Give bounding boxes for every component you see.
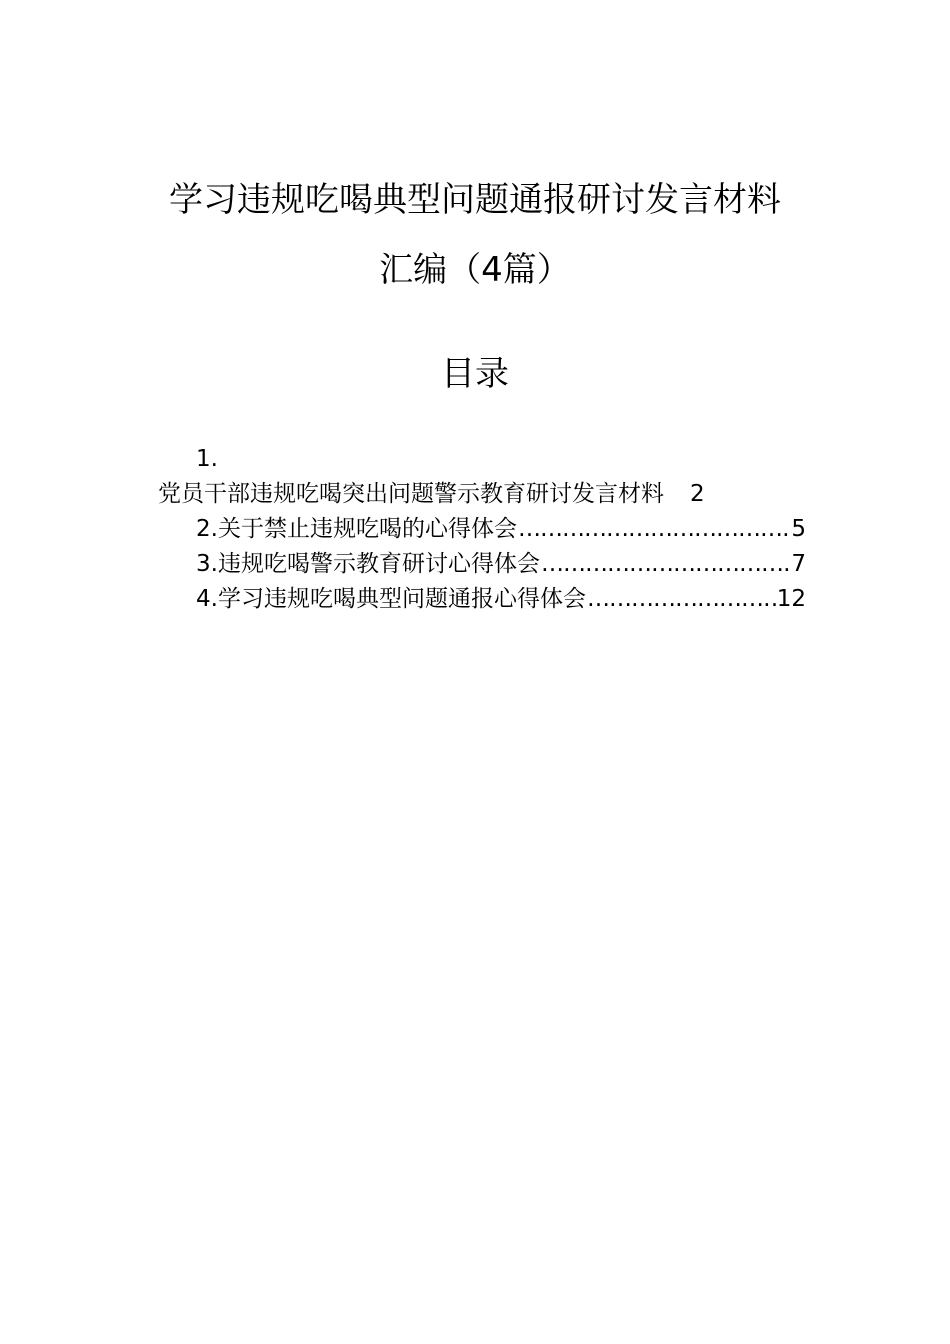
toc-item-4[interactable] xyxy=(196,584,806,618)
toc-item-number: 3. xyxy=(196,551,218,577)
toc-item-page: 12 xyxy=(776,586,806,612)
toc-item-page: 5 xyxy=(791,516,806,542)
toc-item-title: 关于禁止违规吃喝的心得体会 xyxy=(217,516,517,542)
toc-item-3[interactable] xyxy=(196,549,806,583)
document-title-line-2: 汇编（4篇） xyxy=(379,250,571,290)
toc-item-number: 2. xyxy=(196,516,218,542)
toc-item-title: 学习违规吃喝典型问题通报心得体会 xyxy=(217,586,586,612)
toc-dot-leader xyxy=(518,514,790,544)
toc-item-title: 违规吃喝警示教育研讨心得体会 xyxy=(217,551,540,577)
toc-item-title: 党员干部违规吃喝突出问题警示教育研讨发言材料 xyxy=(158,481,664,507)
document-title-line-1: 学习违规吃喝典型问题通报研讨发言材料 xyxy=(169,180,781,220)
toc-item-1[interactable] xyxy=(158,479,705,509)
toc-item-number: 4. xyxy=(196,586,218,612)
toc-dot-leader xyxy=(541,549,790,579)
toc-item-1-number[interactable]: 1. xyxy=(196,446,218,472)
toc-heading: 目录 xyxy=(441,354,509,394)
toc-item-2[interactable] xyxy=(196,514,806,548)
toc-dot-leader xyxy=(587,584,776,614)
toc-item-page: 2 xyxy=(690,481,705,507)
toc-item-page: 7 xyxy=(791,551,806,577)
